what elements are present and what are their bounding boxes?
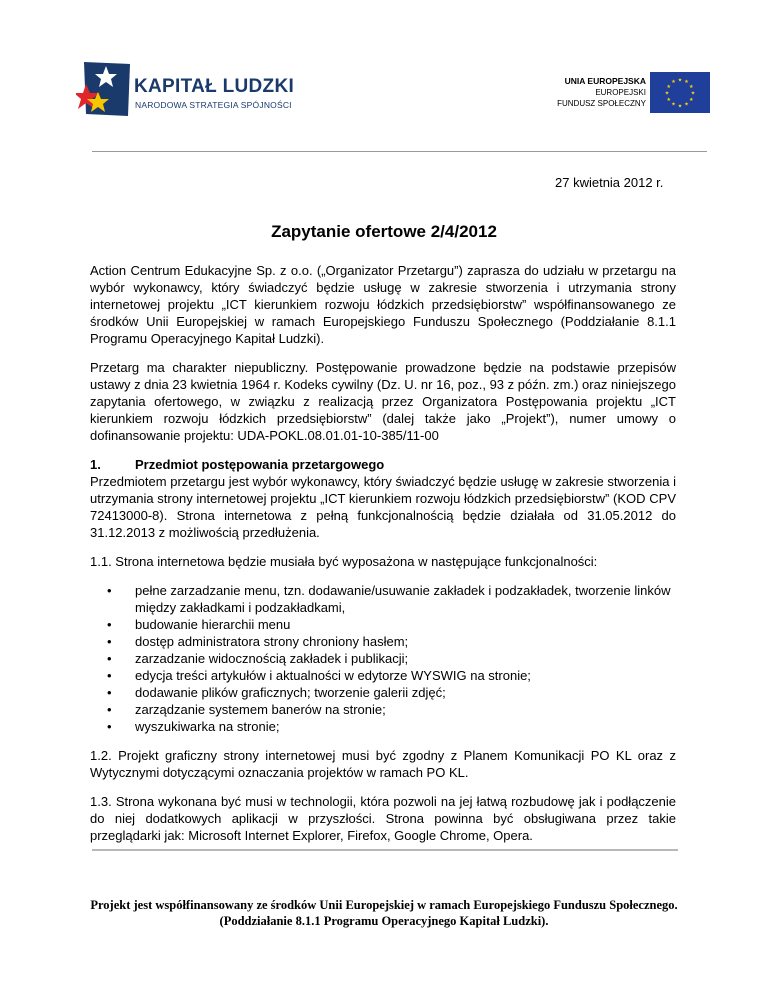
eu-logo-block: [540, 72, 710, 116]
eu-star-icon: ★: [666, 83, 671, 90]
section-1-1-intro: 1.1. Strona internetowa będzie musiała być wyposażona w następujące funkcjonalności:: [90, 554, 598, 569]
list-item: • pełne zarzadzanie menu, tzn. dodawanie/usuwanie zakładek i podzakładek, tworzenie linków między zakładkami i podzakładkami,: [107, 583, 671, 615]
bullet-icon: •: [107, 668, 112, 683]
list-item: • budowanie hierarchii menu: [107, 617, 291, 632]
intro-paragraph: Action Centrum Edukacyjne Sp. z o.o. („Organizator Przetargu”) zaprasza do udziału w przetargu na wybór wykonawcy, który świadczyć będzie usługę w zakresie stworzenia i utrzymania strony internetowej projektu „ICT kierunkiem rozwoju łódzkich przedsiębiorstw” współfinansowanego ze środków Unii Europejskiej w ramach Europejskiego Funduszu Społecznego (Poddziałanie 8.1.1 Programu Operacyjnego Kapitał Ludzki).: [90, 263, 676, 346]
list-item: • dostęp administratora strony chroniony hasłem;: [107, 634, 409, 649]
list-item: • dodawanie plików graficznych; tworzenie galerii zdjęć;: [107, 685, 446, 700]
section-1-title: Przedmiot postępowania przetargowego: [135, 457, 385, 472]
eu-star-icon: ★: [690, 90, 696, 97]
document-date: 27 kwietnia 2012 r.: [555, 175, 664, 190]
bullet-icon: •: [107, 702, 112, 717]
eu-star-icon: ★: [684, 101, 689, 108]
kapital-ludzki-logo: [76, 62, 306, 120]
eu-star-icon: ★: [671, 101, 676, 108]
eu-line-european: EUROPEJSKI: [595, 88, 646, 97]
footer-line-2: (Poddziałanie 8.1.1 Programu Operacyjnego Kapitał Ludzki).: [219, 914, 549, 928]
bullet-icon: •: [107, 617, 112, 632]
eu-star-icon: ★: [677, 103, 683, 110]
eu-star-icon: ★: [689, 96, 694, 103]
eu-star-icon: ★: [689, 83, 694, 90]
footer: [0, 897, 768, 929]
features-list: [90, 582, 676, 735]
eu-text: [536, 76, 646, 109]
document-body: [90, 262, 676, 856]
eu-star-icon: ★: [664, 90, 670, 97]
section-1-3-paragraph: 1.3. Strona wykonana być musi w technologii, która pozwoli na jej łatwą rozbudowę jak i podłączenie do niej dodatkowych aplikacji w przyszłości. Strona powinna być obsługiwana przez takie przeglądarki jak: Microsoft Internet Explorer, Firefox, Google Chrome, Opera.: [90, 794, 676, 843]
legal-basis-paragraph: Przetarg ma charakter niepubliczny. Postępowanie prowadzone będzie na podstawie przepisów ustawy z dnia 23 kwietnia 1964 r. Kodeks cywilny (Dz. U. nr 16, poz., 93 z późn. zm.) oraz niniejszego zapytania ofertowego, w związku z realizacją przez Organizatora Postępowania projektu „ICT kierunkiem rozwoju łódzkich przedsiębiorstw” (dalej także jako „Projekt”), numer umowy o dofinansowanie projektu: UDA-POKL.08.01.01-10-385/11-00: [90, 360, 676, 443]
list-item: • zarządzanie systemem banerów na stronie;: [107, 702, 386, 717]
bullet-icon: •: [107, 583, 112, 598]
footer-line-1: Projekt jest współfinansowany ze środków Unii Europejskiej w ramach Europejskiego Funduszu Społecznego.: [90, 898, 678, 912]
eu-line-union: UNIA EUROPEJSKA: [564, 76, 646, 86]
bullet-icon: •: [107, 634, 112, 649]
list-item: • wyszukiwarka na stronie;: [107, 719, 280, 734]
eu-star-icon: ★: [666, 96, 671, 103]
eu-star-icon: ★: [684, 79, 689, 86]
kl-subtitle: NARODOWA STRATEGIA SPÓJNOŚCI: [135, 100, 292, 110]
eu-flag-icon: [650, 72, 710, 113]
header-divider: [92, 151, 707, 152]
section-1-body: Przedmiotem przetargu jest wybór wykonawcy, który świadczyć będzie usługę w zakresie stworzenia i utrzymania strony internetowej projektu „ICT kierunkiem rozwoju łódzkich przedsiębiorstw” (KOD CPV 72413000-8). Strona internetowa z pełną funkcjonalnością będzie działała od 31.05.2012 do 31.12.2013 z możliwością przedłużenia.: [90, 474, 676, 540]
kapital-ludzki-emblem-icon: [76, 62, 132, 118]
section-1-2-paragraph: 1.2. Projekt graficzny strony internetowej musi być zgodny z Planem Komunikacji PO KL oraz z Wytycznymi dotyczącymi oznaczania projektów w ramach PO KL.: [90, 748, 676, 780]
bullet-icon: •: [107, 651, 112, 666]
eu-star-icon: ★: [677, 77, 683, 84]
list-item: • edycja treści artykułów i aktualności w edytorze WYSWIG na stronie;: [107, 668, 531, 683]
eu-line-fund: FUNDUSZ SPOŁECZNY: [557, 99, 646, 108]
document-title: Zapytanie ofertowe 2/4/2012: [271, 222, 497, 241]
footer-divider: [92, 849, 678, 851]
eu-star-icon: ★: [671, 79, 676, 86]
bullet-icon: •: [107, 719, 112, 734]
section-1-heading: [90, 456, 676, 473]
bullet-icon: •: [107, 685, 112, 700]
list-item: • zarzadzanie widocznością zakładek i publikacji;: [107, 651, 409, 666]
section-1-number: 1.: [90, 457, 101, 472]
kl-title: KAPITAŁ LUDZKI: [134, 76, 295, 97]
